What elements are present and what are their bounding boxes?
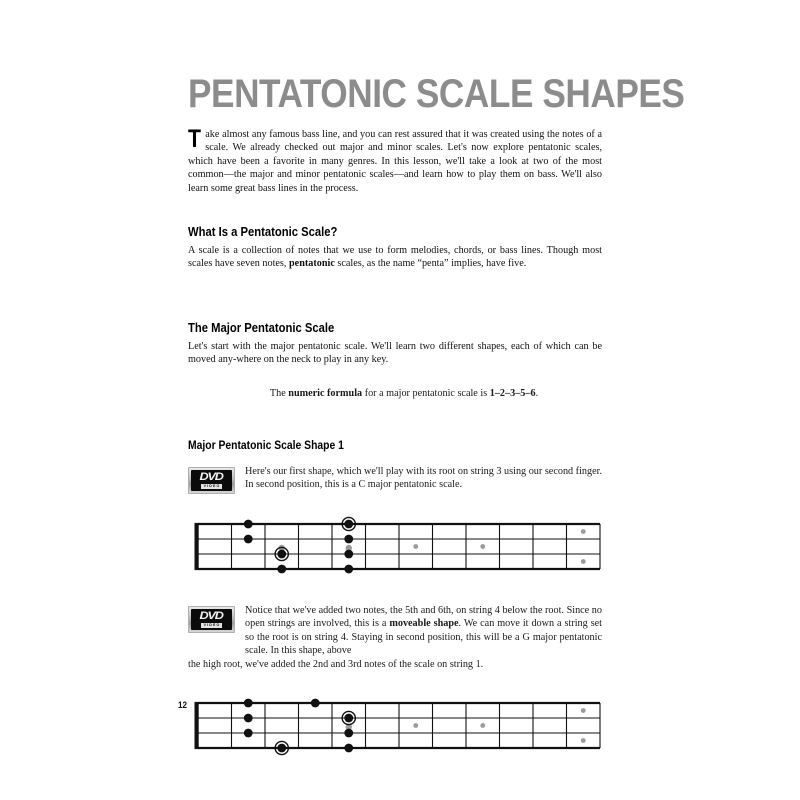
spacer — [188, 367, 602, 387]
spacer — [188, 301, 602, 321]
root-note — [277, 744, 286, 753]
fret-marker — [413, 723, 418, 728]
scale-note — [344, 535, 353, 544]
scale-note — [244, 714, 253, 723]
intro-text: ake almost any famous bass line, and you can rest assured that it was created using the notes of a scale. We already checked out major and minor scales. Let's now explore pentatonic scales, which have been a favorite in many genres. In this lesson, we'll take a look at two of the most common—the major and minor pentatonic scales—and learn how to play them on bass. We'll also learn some great bass lines in the process. — [188, 129, 602, 194]
dvd-icon-label: DVD — [199, 610, 224, 623]
dvd-block-2-text — [235, 604, 602, 658]
page-content — [188, 72, 685, 763]
paragraph-what-is-a-pentatonic-scale — [188, 244, 602, 271]
fretboard-diagram-1-wrap — [188, 514, 602, 584]
scale-note — [244, 520, 253, 529]
heading-the-major-pentatonic-scale: The Major Pentatonic Scale — [188, 320, 335, 335]
fret-marker — [413, 544, 418, 549]
intro-paragraph — [188, 125, 602, 195]
text-run: A scale is a collection of notes that we use to form melodies, chords, or bass lines. Though most scales have seven notes, — [188, 245, 602, 270]
spacer — [188, 430, 602, 440]
formula-value: 1–2–3–5–6 — [489, 387, 536, 399]
scale-note — [244, 535, 253, 544]
root-note — [344, 520, 353, 529]
fret-marker — [581, 529, 586, 534]
dvd-icon-sublabel: VIDEO — [201, 623, 223, 628]
fret-marker — [581, 708, 586, 713]
scale-note — [344, 744, 353, 753]
dvd-video-icon[interactable] — [188, 467, 235, 494]
dvd-block-1-text: Here's our first shape, which we'll play with its root on string 3 using our second finger. In second position, this is a C major pentatonic scale. — [245, 466, 602, 491]
fretboard-diagram-2-wrap — [188, 691, 602, 763]
scale-note — [344, 550, 353, 559]
fretboard-diagram-2 — [188, 691, 602, 763]
text-run: . — [535, 387, 539, 399]
spacer — [188, 494, 602, 514]
bold-moveable-shape: moveable shape — [389, 618, 459, 630]
spacer — [188, 671, 602, 691]
spacer — [188, 400, 602, 430]
dvd-block-1 — [188, 465, 602, 494]
scale-note — [244, 699, 253, 708]
root-note — [344, 714, 353, 723]
dvd-icon-inner — [191, 609, 232, 630]
heading-major-pentatonic-scale-shape-1: Major Pentatonic Scale Shape 1 — [188, 440, 344, 453]
heading-what-is-a-pentatonic-scale: What Is a Pentatonic Scale? — [188, 225, 338, 240]
text-run: The — [269, 387, 289, 399]
dvd-block-2-overflow-text: the high root, we've added the 2nd and 3rd notes of the scale on string 1. — [188, 658, 484, 670]
scale-note — [277, 565, 286, 574]
text-run: . We can move it down a string set so the root is on string 4. Staying in second position, this will be a G major pentatonic scale. In this shape, above — [245, 618, 603, 657]
page-number: 12 — [178, 700, 188, 710]
drop-cap: T — [188, 125, 201, 153]
bold-pentatonic: pentatonic — [289, 258, 335, 270]
numeric-formula-line — [188, 387, 602, 400]
scale-note — [344, 565, 353, 574]
fretboard-diagram-1 — [188, 514, 602, 584]
root-note — [277, 550, 286, 559]
scale-note — [244, 729, 253, 738]
page-title: PENTATONIC SCALE SHAPES — [188, 72, 685, 116]
dvd-block-2 — [188, 604, 602, 658]
dvd-icon-sublabel: VIDEO — [201, 484, 223, 489]
fret-marker — [581, 559, 586, 564]
scale-note — [344, 729, 353, 738]
fret-marker — [581, 738, 586, 743]
text-run: for a major pentatonic scale is — [362, 387, 490, 399]
dvd-icon-label: DVD — [199, 471, 224, 484]
text-run: Notice that we've added two notes, the 5th and 6th, on string 4 below the root. Since no open strings are involved, this is a — [245, 605, 602, 630]
fret-marker — [480, 723, 485, 728]
spacer — [188, 584, 602, 604]
scale-note — [311, 699, 320, 708]
text-run: scales, as the name “penta” implies, have five. — [334, 258, 527, 270]
fret-marker — [480, 544, 485, 549]
paragraph-the-major-pentatonic-scale: Let's start with the major pentatonic scale. We'll learn two different shapes, each of which can be moved any-where on the neck to play in any key. — [188, 340, 602, 366]
spacer — [188, 195, 602, 225]
dvd-video-icon[interactable] — [188, 606, 235, 633]
dvd-icon-inner — [191, 470, 232, 491]
bold-numeric-formula: numeric formula — [288, 387, 363, 399]
spacer — [188, 271, 602, 301]
